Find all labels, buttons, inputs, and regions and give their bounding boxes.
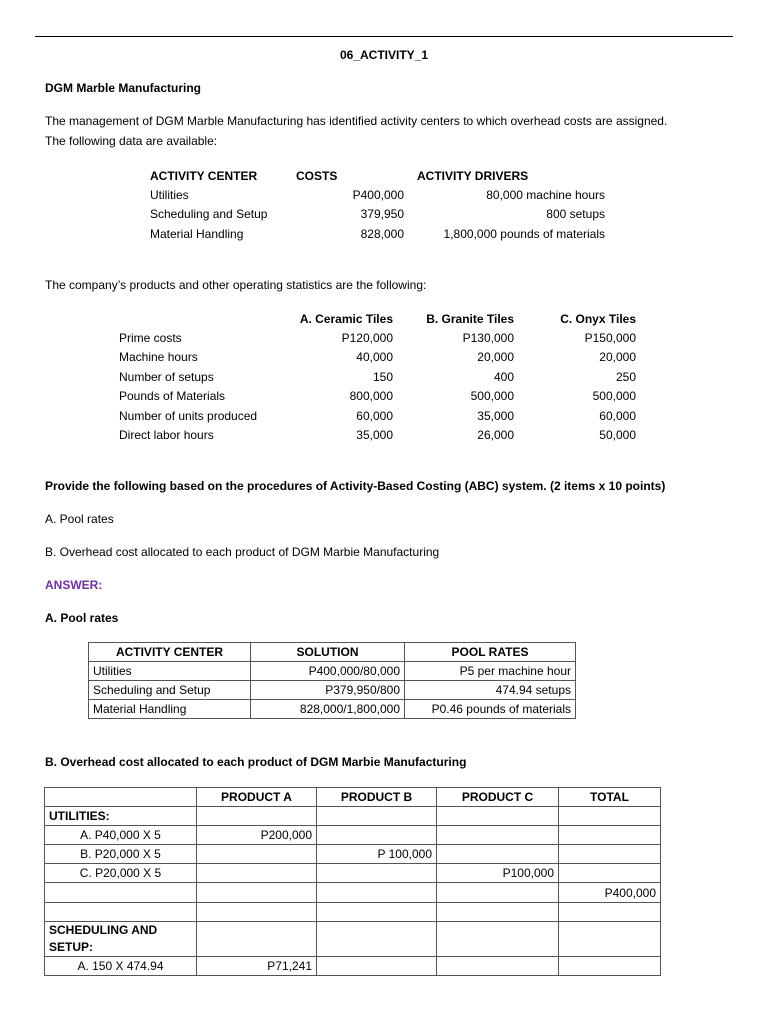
products-cell: 250 — [615, 370, 636, 384]
pool-cell: P379,950/800 — [251, 681, 405, 700]
oh-cell: A. 150 X 474.94 — [45, 957, 197, 976]
products-cell: 60,000 — [356, 409, 393, 423]
products-cell: 20,000 — [477, 350, 514, 364]
pool-cell: Material Handling — [89, 700, 251, 719]
pool-cell: P0.46 pounds of materials — [405, 700, 576, 719]
oh-header-product-a: PRODUCT A — [197, 788, 317, 807]
table-row — [45, 957, 661, 976]
products-cell: 50,000 — [599, 428, 636, 442]
products-cell: P150,000 — [584, 331, 636, 345]
oh-cell — [197, 845, 317, 864]
oh-header-product-b: PRODUCT B — [317, 788, 437, 807]
table-row — [45, 845, 661, 864]
activity-header-center: ACTIVITY CENTER — [150, 169, 258, 183]
oh-cell — [317, 922, 437, 957]
products-cell: 500,000 — [470, 389, 514, 403]
table-row — [45, 807, 661, 826]
oh-cell — [559, 845, 661, 864]
products-cell: 60,000 — [599, 409, 636, 423]
table-row — [89, 681, 576, 700]
activity-row-3-cost: 828,000 — [360, 227, 404, 241]
products-cell: 20,000 — [599, 350, 636, 364]
oh-cell — [197, 922, 317, 957]
activity-row-1-driver: 80,000 machine hours — [486, 188, 605, 202]
page-title: 06_ACTIVITY_1 — [339, 48, 429, 62]
oh-cell — [317, 957, 437, 976]
oh-cell — [437, 807, 559, 826]
table-row — [89, 662, 576, 681]
oh-cell — [317, 807, 437, 826]
pool-header-center: ACTIVITY CENTER — [89, 643, 251, 662]
table-row — [45, 922, 661, 957]
oh-cell — [559, 826, 661, 845]
oh-cell — [559, 903, 661, 922]
oh-cell: SCHEDULING AND SETUP: — [45, 922, 197, 957]
products-header-b: B. Granite Tiles — [426, 312, 514, 326]
pool-cell: P400,000/80,000 — [251, 662, 405, 681]
products-row-label: Machine hours — [119, 350, 198, 364]
products-row-label: Direct labor hours — [119, 428, 214, 442]
products-cell: 35,000 — [477, 409, 514, 423]
oh-cell — [437, 845, 559, 864]
oh-cell: B. P20,000 X 5 — [45, 845, 197, 864]
pool-cell: Utilities — [89, 662, 251, 681]
table-row — [45, 864, 661, 883]
oh-cell — [437, 903, 559, 922]
oh-cell — [45, 903, 197, 922]
products-cell: 35,000 — [356, 428, 393, 442]
pool-rates-table — [88, 642, 576, 719]
products-cell: 800,000 — [349, 389, 393, 403]
activity-row-1-cost: P400,000 — [352, 188, 404, 202]
overhead-table — [44, 787, 661, 976]
pool-cell: 828,000/1,800,000 — [251, 700, 405, 719]
oh-cell: P200,000 — [197, 826, 317, 845]
oh-cell — [559, 864, 661, 883]
products-cell: 40,000 — [356, 350, 393, 364]
oh-cell: P100,000 — [437, 864, 559, 883]
products-intro: The company’s products and other operating statistics are the following: — [45, 278, 427, 292]
item-a: A. Pool rates — [45, 512, 114, 526]
oh-cell — [559, 922, 661, 957]
products-row-label: Number of units produced — [119, 409, 258, 423]
oh-header-product-c: PRODUCT C — [437, 788, 559, 807]
activity-header-costs: COSTS — [296, 169, 338, 183]
pool-header-rates: POOL RATES — [405, 643, 576, 662]
table-row — [89, 700, 576, 719]
oh-cell: P71,241 — [197, 957, 317, 976]
oh-cell — [197, 864, 317, 883]
oh-cell — [437, 922, 559, 957]
oh-cell: C. P20,000 X 5 — [45, 864, 197, 883]
pool-cell: 474.94 setups — [405, 681, 576, 700]
products-header-a: A. Ceramic Tiles — [299, 312, 393, 326]
products-row-label: Prime costs — [119, 331, 182, 345]
header-rule — [35, 36, 733, 37]
oh-header-total: TOTAL — [559, 788, 661, 807]
answer-label: ANSWER: — [45, 578, 103, 592]
activity-row-2-center: Scheduling and Setup — [150, 207, 268, 221]
oh-cell — [437, 826, 559, 845]
table-row — [45, 826, 661, 845]
oh-cell — [197, 883, 317, 903]
products-cell: 400 — [493, 370, 514, 384]
oh-cell — [559, 807, 661, 826]
products-cell: P120,000 — [341, 331, 393, 345]
oh-cell — [437, 957, 559, 976]
oh-cell — [197, 807, 317, 826]
answer-a-heading: A. Pool rates — [45, 611, 119, 625]
oh-cell — [437, 883, 559, 903]
pool-cell: Scheduling and Setup — [89, 681, 251, 700]
activity-row-2-cost: 379,950 — [360, 207, 404, 221]
intro-line-2: The following data are available: — [45, 134, 218, 148]
products-header-c: C. Onyx Tiles — [560, 312, 636, 326]
products-cell: 500,000 — [592, 389, 636, 403]
instruction: Provide the following based on the procedures of Activity-Based Costing (ABC) system. (2 items x 10 points) — [45, 479, 666, 493]
oh-cell — [317, 826, 437, 845]
intro-line-1: The management of DGM Marble Manufacturing has identified activity centers to which overhead costs are assigned. — [45, 114, 668, 128]
item-b: B. Overhead cost allocated to each product of DGM Marbie Manufacturing — [45, 545, 440, 559]
oh-cell — [317, 903, 437, 922]
pool-header-solution: SOLUTION — [251, 643, 405, 662]
activity-row-3-center: Material Handling — [150, 227, 244, 241]
activity-row-3-driver: 1,800,000 pounds of materials — [443, 227, 605, 241]
pool-cell: P5 per machine hour — [405, 662, 576, 681]
oh-cell — [197, 903, 317, 922]
oh-cell — [317, 883, 437, 903]
oh-cell — [559, 957, 661, 976]
activity-row-1-center: Utilities — [150, 188, 189, 202]
oh-cell: P400,000 — [559, 883, 661, 903]
answer-b-heading: B. Overhead cost allocated to each product of DGM Marbie Manufacturing — [45, 755, 467, 769]
oh-cell: P 100,000 — [317, 845, 437, 864]
oh-cell: A. P40,000 X 5 — [45, 826, 197, 845]
oh-header-blank — [45, 788, 197, 807]
company-name: DGM Marble Manufacturing — [45, 81, 202, 95]
oh-cell: UTILITIES: — [45, 807, 197, 826]
products-cell: 150 — [372, 370, 393, 384]
table-row — [45, 903, 661, 922]
oh-cell — [317, 864, 437, 883]
products-cell: 26,000 — [477, 428, 514, 442]
products-row-label: Number of setups — [119, 370, 214, 384]
oh-cell — [45, 883, 197, 903]
products-cell: P130,000 — [462, 331, 514, 345]
products-row-label: Pounds of Materials — [119, 389, 226, 403]
table-row — [45, 883, 661, 903]
activity-header-drivers: ACTIVITY DRIVERS — [417, 169, 529, 183]
activity-row-2-driver: 800 setups — [546, 207, 605, 221]
